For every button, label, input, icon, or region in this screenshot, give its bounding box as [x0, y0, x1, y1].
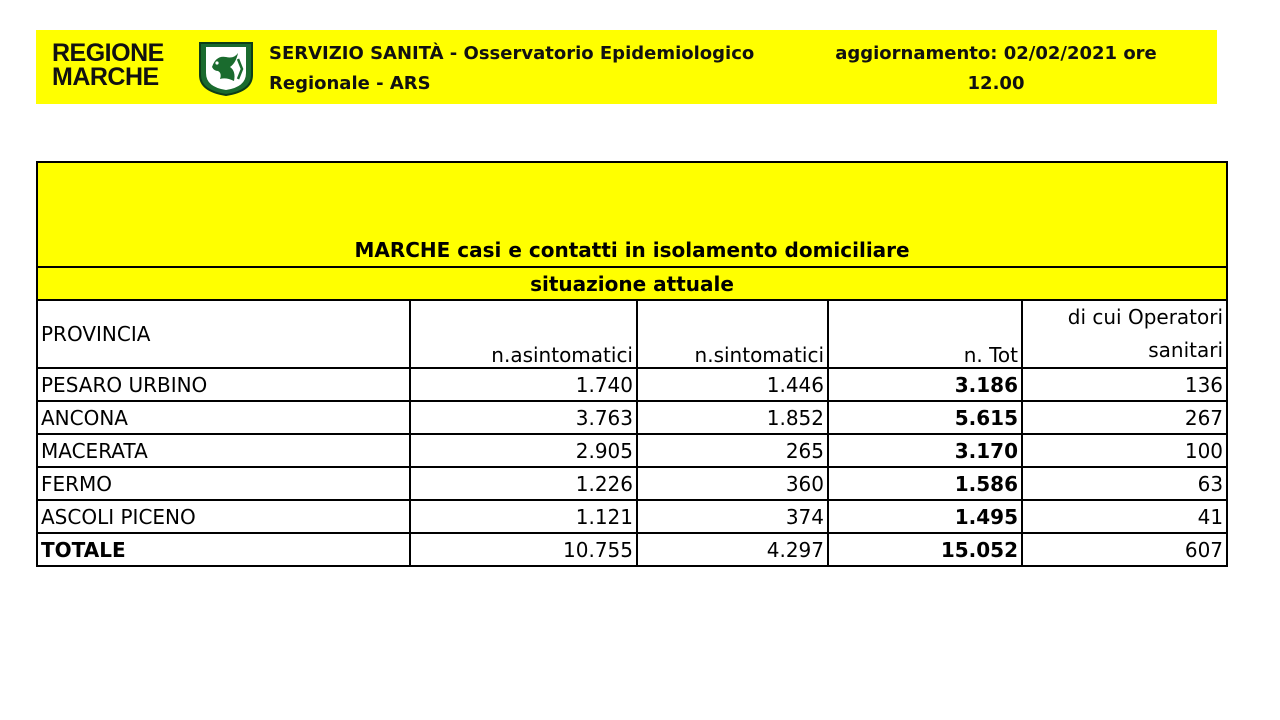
- cell-operatori: 100: [1022, 434, 1227, 467]
- cell-operatori: 41: [1022, 500, 1227, 533]
- cell-sintomatici: 360: [637, 467, 828, 500]
- cell-asintomatici: 1.226: [410, 467, 637, 500]
- cell-sintomatici: 265: [637, 434, 828, 467]
- cell-tot: 1.495: [828, 500, 1022, 533]
- regione-marche-logo: [52, 41, 240, 95]
- table-row: [37, 500, 1227, 533]
- cell-operatori: 136: [1022, 368, 1227, 401]
- cell-asintomatici: 1.121: [410, 500, 637, 533]
- column-header-operatori: [1022, 300, 1227, 368]
- table-row: [37, 434, 1227, 467]
- service-title: SERVIZIO SANITÀ - Osservatorio Epidemiologico Regionale - ARS: [269, 43, 755, 94]
- cell-sintomatici: 1.446: [637, 368, 828, 401]
- cell-operatori: 63: [1022, 467, 1227, 500]
- cell-totale-label: TOTALE: [37, 533, 410, 566]
- cell-asintomatici: 3.763: [410, 401, 637, 434]
- cell-sintomatici: 1.852: [637, 401, 828, 434]
- regione-marche-emblem-icon: [198, 41, 254, 97]
- cell-sintomatici: 374: [637, 500, 828, 533]
- cell-tot: 3.170: [828, 434, 1022, 467]
- table-header-row: [37, 300, 1227, 368]
- table-title: MARCHE casi e contatti in isolamento domiciliare: [37, 162, 1227, 267]
- isolation-table: [36, 161, 1228, 567]
- cell-operatori: 267: [1022, 401, 1227, 434]
- table-total-row: [37, 533, 1227, 566]
- table-row: [37, 467, 1227, 500]
- column-header-provincia: PROVINCIA: [37, 300, 410, 368]
- table-subtitle: situazione attuale: [37, 267, 1227, 300]
- cell-total-sintomatici: 4.297: [637, 533, 828, 566]
- cell-total-tot: 15.052: [828, 533, 1022, 566]
- cell-tot: 5.615: [828, 401, 1022, 434]
- logo-text: [52, 41, 164, 89]
- table-row: [37, 368, 1227, 401]
- cell-provincia: PESARO URBINO: [37, 368, 410, 401]
- cell-tot: 3.186: [828, 368, 1022, 401]
- cell-total-asintomatici: 10.755: [410, 533, 637, 566]
- logo-line-1: REGIONE: [52, 39, 164, 67]
- column-header-sintomatici: n.sintomatici: [637, 300, 828, 368]
- column-header-operatori-line-2: sanitari: [1148, 338, 1224, 362]
- table-row: [37, 401, 1227, 434]
- column-header-tot: n. Tot: [828, 300, 1022, 368]
- cell-provincia: ASCOLI PICENO: [37, 500, 410, 533]
- cell-provincia: ANCONA: [37, 401, 410, 434]
- cell-total-operatori: 607: [1022, 533, 1227, 566]
- logo-line-2: MARCHE: [52, 63, 159, 91]
- cell-provincia: FERMO: [37, 467, 410, 500]
- column-header-asintomatici: n.asintomatici: [410, 300, 637, 368]
- cell-asintomatici: 2.905: [410, 434, 637, 467]
- cell-asintomatici: 1.740: [410, 368, 637, 401]
- header-band: [36, 30, 1217, 104]
- cell-provincia: MACERATA: [37, 434, 410, 467]
- update-timestamp: aggiornamento: 02/02/2021 ore 12.00: [835, 43, 1157, 94]
- cell-tot: 1.586: [828, 467, 1022, 500]
- column-header-operatori-line-1: di cui Operatori: [1067, 305, 1224, 329]
